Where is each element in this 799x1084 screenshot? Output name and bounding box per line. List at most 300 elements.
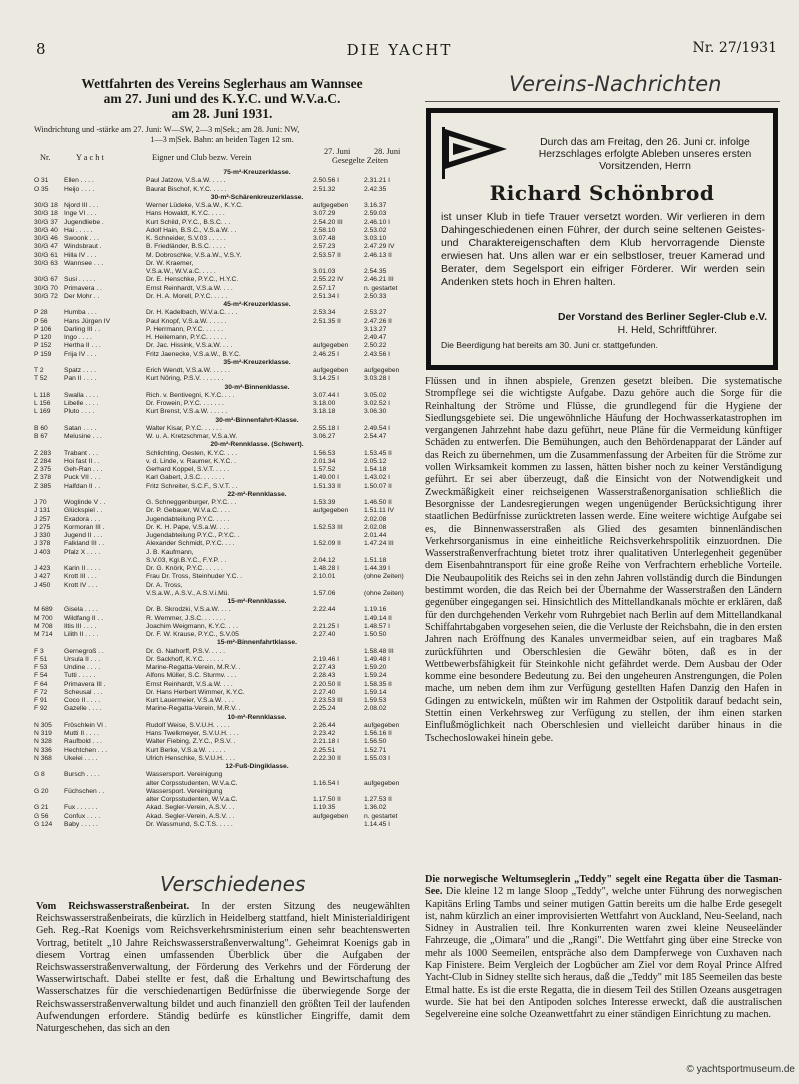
time-28-juni: 2.08.02: [364, 705, 387, 713]
time-27-juni: 2.23.42: [313, 730, 336, 737]
sail-number: J 131: [34, 507, 51, 515]
class-heading: 30-m²-Binnenfahrt-Klasse.: [215, 416, 299, 424]
time-27-juni: aufgegeben: [313, 342, 349, 350]
time-27-juni: 2.50.56 I: [313, 177, 340, 185]
table-row: [34, 219, 410, 227]
yacht-name: Iltis III . . . .: [64, 622, 97, 630]
table-row: [34, 425, 410, 433]
yacht-name: Ellen . . . .: [64, 177, 94, 185]
class-heading: 30-m²-Binnenklasse.: [224, 383, 290, 391]
time-28-juni: 2.49.54 I: [364, 424, 391, 432]
owner-club: Joachim Weigmann, K.Y.C. . . .: [146, 622, 238, 630]
table-row: [34, 821, 410, 829]
table-row: [34, 260, 410, 268]
time-28-juni: 1.27.53 II: [364, 796, 392, 803]
owner-club: Rich. v. Bentivegni, K.Y.C. . . .: [146, 391, 235, 399]
yacht-name: Satan . . . .: [64, 424, 97, 432]
obituary-signature: Der Vorstand des Berliner Segler-Club e.V.: [557, 312, 767, 323]
time-27-juni: 2.21.25 I: [313, 622, 340, 630]
sail-number: F 72: [34, 688, 48, 696]
owner-club: S.V.03, Kgl.B.Y.C., F.Y.P. . .: [146, 556, 227, 564]
time-28-juni: n. gestartet: [364, 284, 398, 292]
table-row: [34, 318, 410, 326]
yacht-name: Hilla IV . . .: [64, 251, 97, 259]
article-body: In der ersten Sitzung des neugewählten Reichswasserstraßenbeirats, die kürzlich in Heidelberg stattfand, hielt Ministerialdirigent Geh. Reg.-Rat Koenigs vom Reichsverkehrsministerium einen sehr beachtenswerten Vortrag, betitelt „10 Jahre Reichswasserstraßenverwaltung". Geheimrat Koenigs gab in diesem Vortrag einen umfassenden Überblick über die Aufgaben der Reichswasserstraßenverwaltung, der Förderung des Verkehrs und der Förderung der Wasserwirtschaft. Dabei stellte er fest, daß die Erhaltung und Bewirtschaftung des Wasserschatzes für die verschiedenartigen Bedürfnisse die überwiegende Sorge der Reichswasserstraßenverwaltung bildet und auch finanziell den größten Teil der laufenden Aufwendungen erfordere. Ständig bedürfe es künstlicher Eingriffe, damit dem Naturgeschehen, das sich an den: [36, 901, 410, 1035]
yacht-name: Wildfang II . .: [64, 614, 104, 622]
table-row: [34, 507, 410, 515]
sail-number: 30/G 67: [34, 276, 58, 284]
yacht-name: Gisela . . . .: [64, 606, 98, 614]
sail-number: G 20: [34, 787, 49, 795]
table-row: [34, 656, 410, 664]
yacht-name: Primavera III .: [64, 680, 106, 688]
table-row: [34, 268, 410, 276]
sail-number: N 305: [34, 721, 52, 729]
yacht-name: Exadora . . .: [64, 515, 101, 523]
owner-club: Akad. Segler-Verein, A.S.V. . .: [146, 804, 235, 812]
sail-number: F 3: [34, 647, 44, 655]
table-row: [34, 408, 410, 416]
table-row: [34, 499, 410, 507]
sail-number: 30/G 18: [34, 210, 58, 218]
yacht-name: Raufbold . . .: [64, 738, 102, 746]
time-28-juni: 1.51.18: [364, 556, 387, 564]
owner-club: Dr. Jac. Hissink, V.S.a.W. . . .: [146, 342, 233, 350]
owner-club: Gerhard Koppel, S.V.T. . . . .: [146, 466, 230, 473]
table-row: [34, 400, 410, 408]
yacht-name: Susi . . . . .: [64, 276, 96, 284]
table-row: [34, 540, 410, 548]
time-27-juni: aufgegeben: [313, 367, 349, 374]
time-28-juni: 1.53.45 II: [364, 449, 392, 457]
time-27-juni: 2.28.43: [313, 672, 336, 680]
owner-club: Hans Howaldt, K.Y.C. . . . .: [146, 210, 225, 218]
time-28-juni: 2.47.29 IV: [364, 243, 395, 251]
sail-number: T 52: [34, 375, 48, 383]
watermark: © yachtsportmuseum.de: [686, 1064, 795, 1075]
time-27-juni: 2.27.40: [313, 631, 336, 638]
owner-club: Dr. H. A. Morell, P.Y.C. . . . .: [146, 292, 228, 300]
owner-club: Marine-Regatta-Verein, M.R.V. .: [146, 705, 241, 713]
owner-club: Dr. Wassmund, S.C.T.S. . . . .: [146, 820, 233, 828]
yacht-name: Inge VI . . .: [64, 210, 97, 218]
article-continuation: Flüssen und in ihnen abspiele, Grenzen gesetzt bleiben. Die systematische Strompflege sei die wichtigste Aufgabe. Dazu gehöre auch die Sorge für die Reinhaltung der Ströme und Flüsse, die grundlegend für die Hygiene der Siedlungsgebiete sei. Die ungewöhnliche Häufung der Hochwasserkatastrophen im vergangenen Jahrzehnt habe dazu geführt, neue Pläne für die Vermeidung künftiger Schäden zu entwerfen. Die Bemühungen, auch den Behördenapparat der Länder auf das Reich zu übernehmen, um die Zusammenfassung der Arbeiten für die Ströme zur vollen Wirksamkeit kommen zu lassen, hätten bisher noch zu keiner Verständigung geführt. Er sei aber überzeugt, daß die Einsicht von der Notwendigkeit und Zweckmäßigkeit einer reichseigenen Wasserstraßenorganisation schließlich die Besorgnisse der Landesregierungen wegen ungenügender Berücksichtigung ihrer staatlichen Bedürfnisse zurücktreten lassen werde. Eine weitere wichtige Aufgabe sei es, die Binnenwasserstraßen als Glied des gesamten binnenländischen Verkehrsorganismus in eine einheitliche Reichsverkehrspolitik einzuordnen. Die Wasserstraßenverfrachtung bietet trotz ihrer qualitativen Unterlegenheit gegenüber dem Eisenbahntransport für eine große Reihe von Verfrachtern erhebliche Vorteile. Die Neubaupolitik des Reichs sei in den zehn Jahren vollständig durch die Bindungen bestimmt worden, die das Reich bei der Übernahme der Wasserstraßen den Ländern gegenüber eingegangen sei. Hinsichtlich des Mittellandkanals möchte er erklären, daß für den durchgehenden Verkehr vom Ruhrgebiet nach Berlin auf dem Mittellandkanal Schiffahrtabgaben vorgesehen seien, die die Verluste der Reichsbahn, die in den ersten Jahren nach Eröffnung des Kanales unvermeidbar seien, auf ein tragbares Maß zurückführten und Oberschlesien die Gewähr böten, daß es in der Wettbewerbsfähigkeit für Steinkohle nicht gefährdet werde. Dem Ausbau der Oder komme eine besondere Bedeutung zu. Bei den ungeheuren Anstrengungen, die Polen mache, um neben dem ihm zur Verfügung gestellten Hafen Danzig den Hafen in Gdingen zu entwickeln, müßten wir im Rahmen der Ostpolitik darauf bedacht sein, Stettin einen Verkehrsweg zur Verfügung zu stellen, der ihm einen starken Einflußmöglichkeit nach Oberschlesien und vielleicht darüber hinaus in die Tschechoslowakei hinein gebe.: [425, 376, 782, 744]
time-28-juni: (ohne Zeiten): [364, 573, 404, 581]
owner-club: H. Heilemann, P.Y.C. . . . . .: [146, 334, 227, 341]
time-28-juni: 2.49.47: [364, 334, 387, 341]
sail-number: J 423: [34, 565, 51, 572]
yacht-name: Pfalz X . . . .: [64, 548, 101, 556]
class-heading: 10-m²-Rennklasse.: [227, 713, 287, 721]
owner-club: V.S.a.W., A.S.V., A.S.V.i.Mü.: [146, 589, 230, 597]
results-table-header: [34, 147, 410, 169]
table-row: [34, 334, 410, 342]
owner-club: R. Wemmer, J.S.C. . . . . . .: [146, 614, 226, 622]
time-27-juni: 2.20.50 II: [313, 680, 341, 688]
sail-number: J 378: [34, 540, 51, 548]
owner-club: Dr. G. Knörk, P.Y.C. . . . . .: [146, 565, 223, 572]
yacht-name: Bursch . . . .: [64, 771, 100, 779]
time-28-juni: 2.50.33: [364, 292, 387, 300]
owner-club: Walter Fiebing, Z.Y.C., P.S.V. .: [146, 738, 236, 746]
sail-number: Z 284: [34, 457, 52, 465]
sail-number: B 67: [34, 433, 48, 440]
owner-club: P. Herrmann, P.Y.C. . . . . .: [146, 325, 223, 333]
table-row: [34, 631, 410, 639]
table-row: [34, 565, 410, 573]
yacht-name: Wannsee . . .: [64, 259, 104, 267]
yacht-name: Mutti II . . . .: [64, 730, 99, 737]
sail-number: P 28: [34, 309, 48, 317]
time-28-juni: 1.59.20: [364, 664, 387, 671]
time-28-juni: (ohne Zeiten): [364, 589, 404, 597]
col-owner: Eigner und Club bezw. Verein: [152, 153, 252, 162]
results-table: [34, 169, 410, 829]
class-heading: 45-m²-Kreuzerklasse.: [223, 301, 291, 308]
class-heading: 30-m²-Schärenkreuzerklasse.: [210, 193, 304, 201]
table-row: [34, 252, 410, 260]
sail-number: P 56: [34, 317, 48, 325]
time-27-juni: 2.53.34: [313, 309, 336, 317]
time-27-juni: 1.51.33 II: [313, 482, 341, 490]
yacht-name: Windsbraut .: [64, 243, 102, 251]
table-row: [34, 524, 410, 532]
table-row: [34, 672, 410, 680]
sail-number: 30/G 61: [34, 251, 58, 259]
owner-club: K. Schneider, S.V.03 . . . . .: [146, 235, 226, 242]
table-row: [34, 590, 410, 598]
time-28-juni: 1.58.35 II: [364, 680, 392, 688]
owner-club: Baurat Bischof, K.Y.C. . . . .: [146, 185, 227, 193]
table-row: [34, 235, 410, 243]
time-28-juni: 1.43.02 I: [364, 474, 391, 482]
time-27-juni: aufgegeben: [313, 812, 349, 820]
table-row: [34, 747, 410, 755]
time-28-juni: aufgegeben: [364, 721, 400, 729]
time-28-juni: 1.14.45 I: [364, 820, 391, 828]
yacht-name: Heijo . . . .: [64, 185, 95, 193]
yacht-name: Pluto . . . .: [64, 408, 95, 416]
owner-club: Paul Knopf, V.S.a.W. . . . . .: [146, 317, 227, 325]
owner-club: Marine-Regatta-Verein, M.R.V. .: [146, 664, 241, 671]
table-row: [34, 243, 410, 251]
sail-number: 30/G 63: [34, 259, 58, 267]
wind-line: 1—3 m|Sek. Bahn: an beiden Tagen 12 sm.: [150, 135, 294, 144]
table-row: [34, 796, 410, 804]
owner-club: Dr. Sackhoff, K.Y.C. . . . . .: [146, 655, 224, 663]
yacht-name: Coco II . . . .: [64, 697, 101, 704]
time-28-juni: 1.54.18: [364, 466, 387, 473]
yacht-name: Hertha II . . .: [64, 342, 101, 350]
table-row: [34, 813, 410, 821]
table-row: [34, 606, 410, 614]
class-heading: 22-m²-Rennklasse.: [227, 490, 287, 498]
yacht-name: Fux . . . . . .: [64, 804, 98, 812]
time-28-juni: 2.46.10 I: [364, 218, 391, 226]
class-heading: 35-m²-Kreuzerklasse.: [223, 358, 291, 366]
yacht-name: Woglinde V . .: [64, 499, 106, 506]
time-27-juni: 2.25.24: [313, 705, 336, 713]
time-27-juni: 2.01.34: [313, 457, 336, 465]
table-row: [34, 177, 410, 185]
owner-club: Dr. A. Tross,: [146, 581, 183, 589]
table-row: [34, 276, 410, 284]
vereins-nachrichten-title: Vereins-Nachrichten: [509, 72, 722, 96]
owner-club: Hans Twelkmeyer, S.V.U.H. . . .: [146, 730, 239, 737]
obituary-intro: Durch das am Freitag, den 26. Juni cr. infolge Herzschlages erfolgte Ableben unseres ersten Vorsitzenden, Herrn: [538, 137, 752, 172]
sail-number: J 450: [34, 581, 51, 589]
col-yacht: Y a c h t: [76, 153, 104, 162]
magazine-title: DIE YACHT: [346, 41, 453, 59]
time-28-juni: 2.01.44: [364, 532, 387, 539]
sail-number: Z 378: [34, 474, 52, 482]
sail-number: L 169: [34, 408, 51, 416]
obituary-secretary: H. Held, Schriftführer.: [617, 325, 717, 336]
owner-club: V.S.a.W., W.V.a.C. . . . .: [146, 268, 216, 275]
sail-number: P 152: [34, 342, 52, 350]
time-28-juni: 2.02.08: [364, 515, 387, 523]
table-row: [34, 227, 410, 235]
sail-number: P 159: [34, 350, 52, 358]
owner-club: Frau Dr. Tross, Steinhuder Y.C. .: [146, 573, 243, 581]
table-row: [34, 532, 410, 540]
owner-club: Erich Wendt, V.S.a.W. . . . . .: [146, 367, 230, 374]
time-28-juni: 1.52.71: [364, 746, 387, 754]
time-28-juni: 3.02.52 I: [364, 400, 391, 407]
table-row: [34, 689, 410, 697]
time-27-juni: 2.51.35 II: [313, 317, 341, 325]
sail-number: G 21: [34, 804, 49, 812]
yacht-name: Undine . . . .: [64, 664, 101, 671]
sail-number: F 64: [34, 680, 48, 688]
time-27-juni: 2.19.46 I: [313, 655, 340, 663]
wind-line: Windrichtung und -stärke am 27. Juni: W—SW, 2—3 m|Sek.; am 28. Juni: NW,: [34, 125, 300, 134]
yacht-name: Der Mohr . .: [64, 292, 100, 300]
time-27-juni: 2.51.32: [313, 185, 336, 193]
sail-number: 30/G 37: [34, 218, 58, 226]
time-28-juni: n. gestartet: [364, 812, 398, 820]
yacht-name: Confux . . . .: [64, 812, 101, 820]
owner-club: Schlichting, Oesten, K.Y.C. . . .: [146, 449, 237, 457]
table-row: [34, 664, 410, 672]
yacht-name: Njord III . . .: [64, 202, 99, 209]
table-row: [34, 474, 410, 482]
table-row: [34, 392, 410, 400]
time-28-juni: 1.56.50: [364, 738, 387, 746]
table-row: [34, 549, 410, 557]
sail-number: 30/G 47: [34, 243, 58, 251]
time-27-juni: 2.22.30 II: [313, 754, 341, 762]
col-times: Gesegelte Zeiten: [332, 156, 388, 165]
yacht-name: Ukelei . . . .: [64, 754, 98, 762]
time-28-juni: 1.50.50: [364, 631, 387, 638]
owner-club: Kurt Brenst, V.S.a.W. . . . . .: [146, 408, 228, 416]
yacht-name: Libelle . . . .: [64, 400, 99, 407]
time-27-juni: 2.55.22 IV: [313, 276, 344, 284]
yacht-name: Hans Jürgen IV: [64, 317, 111, 325]
time-28-juni: 1.49.48 I: [364, 655, 391, 663]
yacht-name: Glückspiel . .: [64, 507, 103, 515]
sail-number: Z 385: [34, 482, 52, 490]
owner-club: M. Dobroschke, V.S.a.W., V.S.Y.: [146, 251, 242, 259]
yacht-name: Kormoran III .: [64, 523, 105, 531]
owner-club: Dr. P. Gebauer, W.V.a.C. . . .: [146, 507, 231, 515]
sail-number: 30/G 46: [34, 235, 58, 242]
owner-club: Fritz Schreiter, S.C.F., S.V.T. . .: [146, 482, 238, 490]
yacht-name: Krott III . . .: [64, 573, 97, 581]
burial-note: Die Beerdigung hat bereits am 30. Juni cr. stattgefunden.: [441, 340, 658, 350]
table-row: [34, 375, 410, 383]
owner-club: Alexander Schmidt, P.Y.C. . . .: [146, 540, 235, 548]
table-row: [34, 293, 410, 301]
yacht-name: Humba . . .: [64, 309, 97, 317]
sail-number: J 427: [34, 573, 51, 581]
time-28-juni: 2.43.56 I: [364, 350, 391, 358]
sail-number: 30/G 40: [34, 226, 58, 234]
time-28-juni: aufgegeben: [364, 367, 400, 374]
sail-number: O 35: [34, 185, 49, 193]
yacht-name: Baby . . . . .: [64, 820, 98, 828]
owner-club: Walter Kisar, P.Y.C. . . . . .: [146, 424, 222, 432]
time-28-juni: 1.46.50 II: [364, 499, 392, 506]
time-28-juni: 2.59.03: [364, 210, 387, 218]
yacht-name: Ingo . . . .: [64, 334, 92, 341]
time-27-juni: 2.25.51: [313, 746, 336, 754]
yacht-name: Krott IV . . .: [64, 581, 98, 589]
sail-number: M 708: [34, 622, 53, 630]
time-28-juni: 1.44.39 I: [364, 565, 391, 572]
yacht-name: Lilith II . . . .: [64, 631, 99, 638]
yacht-name: Hai . . . . .: [64, 226, 93, 234]
sail-number: N 328: [34, 738, 52, 746]
sail-number: 30/G 72: [34, 292, 58, 300]
sail-number: G 8: [34, 771, 45, 779]
class-heading: 75-m²-Kreuzerklasse.: [223, 169, 291, 176]
owner-club: Kurt Schild, P.Y.C., B.S.C. . .: [146, 218, 231, 226]
time-27-juni: 1.17.50 II: [313, 796, 341, 803]
owner-club: Dr. H. Kadelbach, W.V.a.C. . . .: [146, 309, 238, 317]
sail-number: G 56: [34, 812, 49, 820]
yacht-name: Tutti . . . . .: [64, 672, 96, 680]
yacht-name: Swoonk . . .: [64, 235, 99, 242]
owner-club: Karl Gabert, J.S.C. . . . . . .: [146, 474, 225, 482]
col-27-juni: 27. Juni: [324, 147, 351, 156]
results-title: [34, 76, 410, 121]
yacht-name: Halfdan II . .: [64, 482, 101, 490]
yacht-name: Scheusal . . .: [64, 688, 103, 696]
yacht-name: Frija IV . . .: [64, 350, 97, 358]
divider: [425, 101, 780, 102]
time-28-juni: 1.55.03 I: [364, 754, 391, 762]
sail-number: M 700: [34, 614, 53, 622]
sail-number: L 118: [34, 391, 50, 399]
time-27-juni: 2.57.23: [313, 243, 336, 251]
table-row: [34, 433, 410, 441]
table-row: [34, 738, 410, 746]
yacht-name: Darling III . .: [64, 325, 101, 333]
time-27-juni: 1.19.35: [313, 804, 336, 812]
table-row: [34, 202, 410, 210]
time-28-juni: 2.53.27: [364, 309, 387, 317]
class-heading: 12-Fuß-Dingiklasse.: [225, 763, 289, 770]
time-28-juni: 1.48.57 I: [364, 622, 391, 630]
class-heading: 20-m²-Rennklasse. (Schwert).: [210, 441, 304, 449]
sail-number: F 54: [34, 672, 48, 680]
sail-number: Z 375: [34, 466, 52, 473]
yacht-name: Geh-Ran . . .: [64, 466, 103, 473]
obituary-text: ist unser Klub in tiefe Trauer versetzt worden. Wir verlieren in dem Dahingeschiedenen einen Führer, der durch seine seltenen Geistes- und Charaktereigenschaften dem Klub hervorragende Dienste erwiesen hat. Uns allen war er ein selbstloser, treuer Kamerad und Berater, dem Segelsport ein eifriger Förderer. Wir werden sein Andenken stets hoch in Ehren halten.: [441, 211, 765, 288]
time-27-juni: 3.18.00: [313, 400, 336, 407]
table-row: [34, 648, 410, 656]
table-row: [34, 309, 410, 317]
time-28-juni: 2.42.35: [364, 185, 387, 193]
yacht-name: Primavera . .: [64, 284, 102, 292]
yacht-name: Falkland III . .: [64, 540, 105, 548]
sail-number: O 31: [34, 177, 49, 185]
table-row: [34, 351, 410, 359]
teddy-headline: Die norwegische Weltumseglerin „Teddy" segelt eine Regatta über die Tasman-See.: [425, 874, 782, 898]
time-27-juni: 2.27.43: [313, 664, 336, 671]
page-number: 8: [36, 40, 46, 58]
owner-club: Dr. K. H. Pape, V.S.a.W. . . .: [146, 523, 230, 531]
yacht-name: Puck VII . . .: [64, 474, 101, 482]
table-row: [34, 516, 410, 524]
class-heading: 15-m²-Rennklasse.: [227, 598, 287, 605]
time-27-juni: 2.51.34 I: [313, 292, 340, 300]
owner-club: W. u. A. Kretzschmar, V.S.a.W.: [146, 433, 238, 440]
time-27-juni: 3.07.29: [313, 210, 336, 218]
owner-club: Wassersport. Vereinigung: [146, 787, 223, 795]
time-27-juni: aufgegeben: [313, 202, 349, 209]
time-28-juni: 1.59.14: [364, 688, 387, 696]
table-row: [34, 705, 410, 713]
time-28-juni: 1.58.48 III: [364, 647, 394, 655]
owner-club: Jugendabteilung P.Y.C., P.Y.C. .: [146, 532, 240, 539]
time-28-juni: 3.03.10: [364, 235, 387, 242]
page-header: [0, 40, 799, 60]
yacht-name: Jugendliebe .: [64, 218, 104, 226]
club-pennant-icon: [439, 127, 509, 179]
time-28-juni: 2.50.22: [364, 342, 387, 350]
time-28-juni: 2.54.47: [364, 433, 387, 440]
sail-number: J 257: [34, 515, 51, 523]
owner-club: Dr. E. Henschke, P.Y.C., H.Y.C.: [146, 276, 239, 284]
time-28-juni: 3.16.37: [364, 202, 387, 209]
yacht-name: Pan II . . . .: [64, 375, 97, 383]
sail-number: F 51: [34, 655, 48, 663]
yacht-name: Fröschlein VI .: [64, 721, 107, 729]
time-27-juni: 1.56.53: [313, 449, 336, 457]
time-27-juni: 3.01.03: [313, 268, 336, 275]
owner-club: Paul Jatzow, V.S.a.W. . . . .: [146, 177, 226, 185]
table-row: [34, 582, 410, 590]
sail-number: J 330: [34, 532, 51, 539]
time-27-juni: 3.18.18: [313, 408, 336, 416]
yacht-name: Hoi fast II . .: [64, 457, 100, 465]
owner-club: Dr. G. Nathorff, P.S.V. . . . .: [146, 647, 226, 655]
time-27-juni: 1.48.28 I: [313, 565, 340, 572]
time-27-juni: 3.07.44 I: [313, 391, 340, 399]
owner-club: G. Schneggenburger, P.Y.C. . .: [146, 499, 237, 506]
table-row: [34, 458, 410, 466]
yacht-name: Jugend II . . .: [64, 532, 103, 539]
table-row: [34, 771, 410, 779]
table-row: [34, 466, 410, 474]
sail-number: P 120: [34, 334, 52, 341]
table-row: [34, 483, 410, 491]
sail-number: 30/G 18: [34, 202, 58, 209]
table-row: [34, 210, 410, 218]
